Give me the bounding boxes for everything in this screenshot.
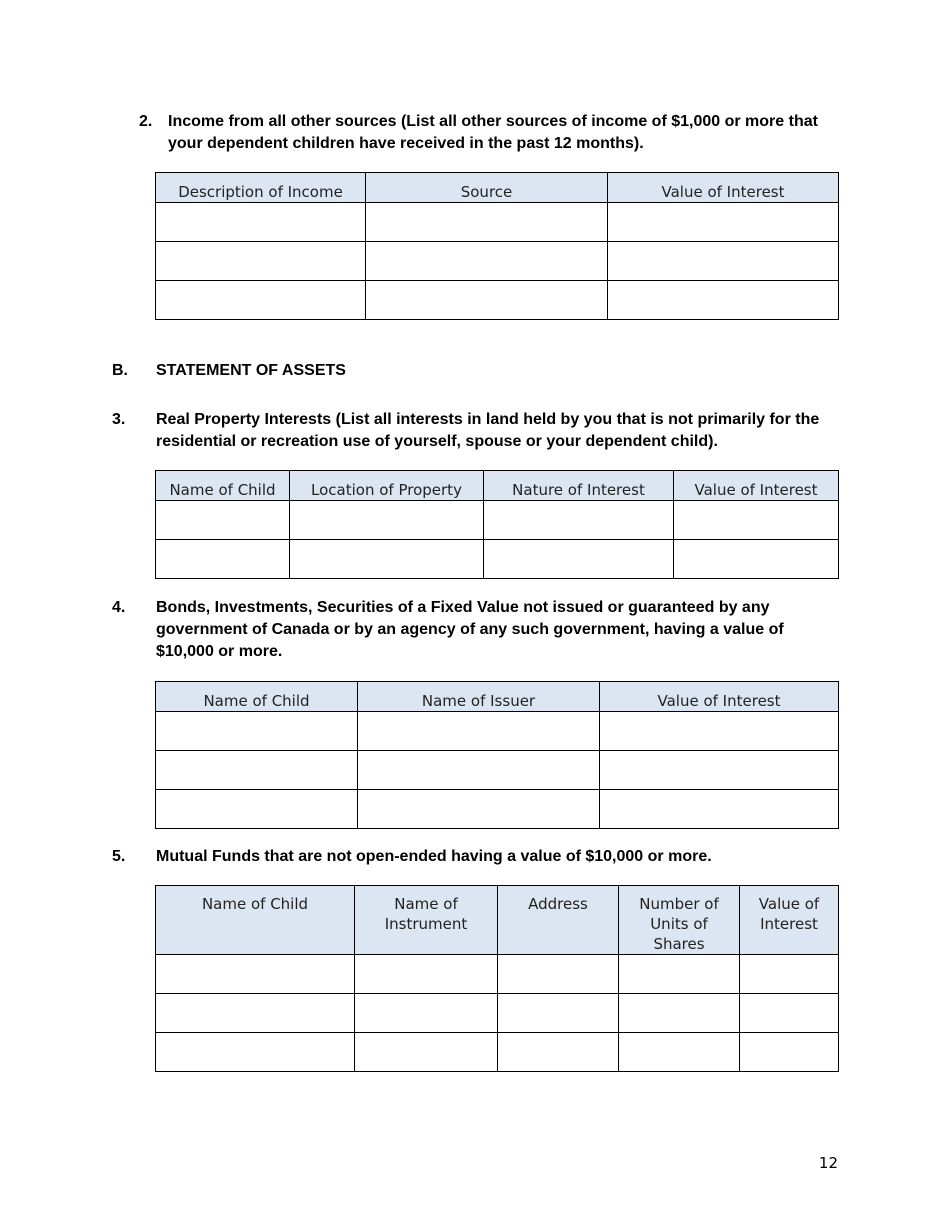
table-cell[interactable] — [619, 1033, 740, 1072]
table-cell[interactable] — [619, 994, 740, 1033]
mutual-funds-table — [155, 885, 839, 1072]
table-cell[interactable] — [156, 994, 355, 1033]
column-header: Name of Child — [156, 682, 358, 712]
table-cell[interactable] — [600, 751, 839, 790]
table-cell[interactable] — [498, 1033, 619, 1072]
column-header: Address — [498, 886, 619, 955]
table-cell[interactable] — [355, 1033, 498, 1072]
column-header: Location of Property — [290, 471, 484, 501]
section-3-heading: Real Property Interests (List all interests in land held by you that is not primarily for the residential or recreation use of yourself, spouse or your dependent child). — [156, 411, 820, 450]
table-cell[interactable] — [156, 790, 358, 829]
table-cell[interactable] — [355, 955, 498, 994]
table-row — [156, 790, 839, 829]
table-cell[interactable] — [156, 242, 366, 281]
table-row — [156, 501, 839, 540]
column-header: Name of Issuer — [358, 682, 600, 712]
page-number: 12 — [818, 1154, 838, 1172]
table-cell[interactable] — [484, 501, 674, 540]
table-cell[interactable] — [156, 540, 290, 579]
section-5-heading: Mutual Funds that are not open-ended having a value of $10,000 or more. — [156, 848, 712, 865]
section-4-number: 4. — [112, 599, 126, 616]
column-header: Value of Interest — [740, 886, 839, 955]
table-cell[interactable] — [366, 242, 608, 281]
section-5-number: 5. — [112, 848, 126, 865]
table-cell[interactable] — [156, 712, 358, 751]
income-other-sources-table — [155, 172, 839, 320]
section-b-title: STATEMENT OF ASSETS — [156, 362, 346, 379]
table-cell[interactable] — [740, 955, 839, 994]
column-header: Name of Instrument — [355, 886, 498, 955]
table-row — [156, 242, 839, 281]
table-cell[interactable] — [366, 281, 608, 320]
column-header: Number of Units of Shares — [619, 886, 740, 955]
real-property-table — [155, 470, 839, 579]
table-row — [156, 203, 839, 242]
table-cell[interactable] — [619, 955, 740, 994]
table-cell[interactable] — [290, 501, 484, 540]
section-2-heading: Income from all other sources (List all other sources of income of $1,000 or more that your dependent children have received in the past 12 months). — [168, 113, 818, 152]
section-2-number: 2. — [139, 113, 153, 130]
table-row — [156, 751, 839, 790]
table-cell[interactable] — [355, 994, 498, 1033]
column-header: Description of Income — [156, 173, 366, 203]
column-header: Nature of Interest — [484, 471, 674, 501]
table-cell[interactable] — [608, 281, 839, 320]
table-row — [156, 955, 839, 994]
table-cell[interactable] — [674, 540, 839, 579]
table-cell[interactable] — [156, 203, 366, 242]
table-row — [156, 540, 839, 579]
table-row — [156, 712, 839, 751]
column-header: Value of Interest — [600, 682, 839, 712]
table-cell[interactable] — [600, 790, 839, 829]
table-cell[interactable] — [358, 751, 600, 790]
table-cell[interactable] — [358, 790, 600, 829]
table-cell[interactable] — [366, 203, 608, 242]
table-row — [156, 994, 839, 1033]
table-cell[interactable] — [156, 1033, 355, 1072]
table-cell[interactable] — [156, 501, 290, 540]
table-row — [156, 281, 839, 320]
table-cell[interactable] — [498, 955, 619, 994]
table-cell[interactable] — [608, 242, 839, 281]
table-cell[interactable] — [600, 712, 839, 751]
column-header: Name of Child — [156, 886, 355, 955]
column-header: Value of Interest — [608, 173, 839, 203]
column-header: Source — [366, 173, 608, 203]
column-header: Value of Interest — [674, 471, 839, 501]
table-cell[interactable] — [358, 712, 600, 751]
table-cell[interactable] — [674, 501, 839, 540]
table-cell[interactable] — [740, 994, 839, 1033]
table-row — [156, 1033, 839, 1072]
section-3-number: 3. — [112, 411, 126, 428]
section-4-heading: Bonds, Investments, Securities of a Fixed Value not issued or guaranteed by any government of Canada or by an agency of any such government, having a value of $10,000 or more. — [156, 599, 784, 660]
table-cell[interactable] — [156, 751, 358, 790]
table-cell[interactable] — [498, 994, 619, 1033]
section-b-letter: B. — [112, 362, 128, 379]
table-cell[interactable] — [156, 955, 355, 994]
table-cell[interactable] — [740, 1033, 839, 1072]
table-cell[interactable] — [290, 540, 484, 579]
table-cell[interactable] — [156, 281, 366, 320]
bonds-investments-table — [155, 681, 839, 829]
column-header: Name of Child — [156, 471, 290, 501]
table-cell[interactable] — [484, 540, 674, 579]
table-cell[interactable] — [608, 203, 839, 242]
